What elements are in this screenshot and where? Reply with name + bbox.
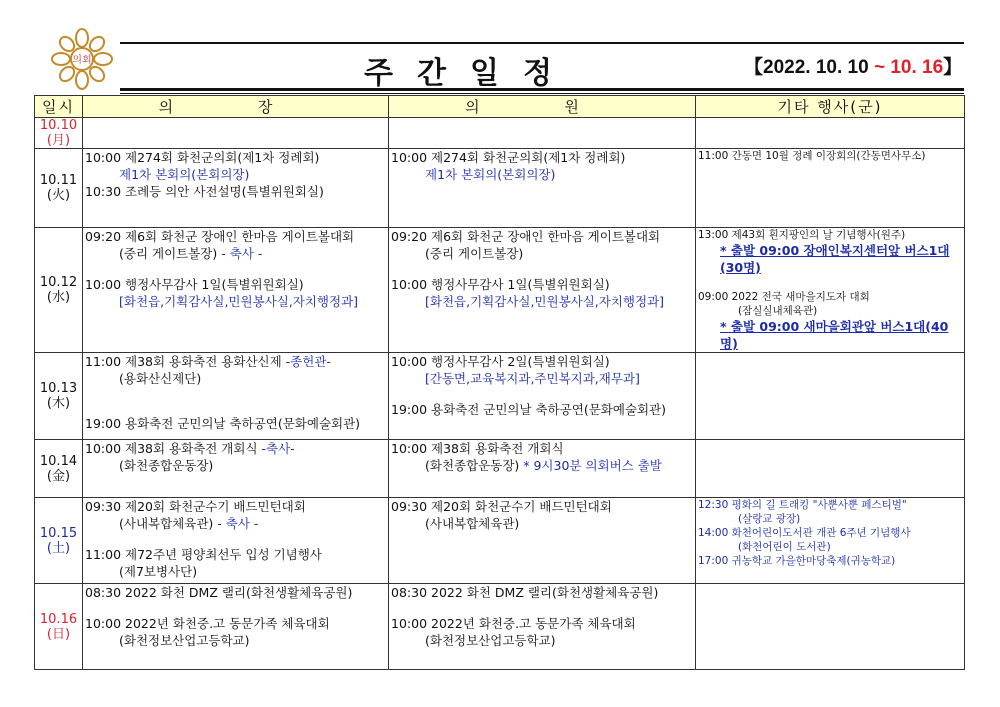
other-schedule-cell: [696, 498, 965, 584]
event-line: [696, 540, 964, 554]
event-text: 10:00 제38회 용화축전 개회식: [85, 441, 258, 456]
event-line: [83, 584, 388, 601]
event-text: 11:00 간동면 10월 정례 이장회의(간동면사무소): [698, 150, 926, 162]
members-schedule-cell: [389, 228, 696, 353]
event-line: [83, 149, 388, 166]
event-note: - 축사 -: [213, 516, 259, 531]
event-line: [696, 512, 964, 526]
event-text: (화천정보산업고등학교): [425, 633, 556, 648]
event-line: [389, 166, 695, 183]
event-line: [389, 457, 695, 474]
event-note: -축사-: [257, 441, 295, 456]
event-line: [83, 615, 388, 632]
event-text: [간동면,교육복지과,주민복지과,재무과]: [425, 371, 640, 386]
event-text: 10:00 2022년 화천중.고 동문가족 체육대회: [85, 616, 330, 631]
event-line: [696, 318, 964, 352]
date-label: 10.13: [39, 381, 78, 396]
chair-schedule-cell: [83, 498, 389, 584]
weekday-label: (火): [46, 188, 71, 203]
date-cell: [35, 353, 83, 440]
spacer: [696, 276, 964, 290]
event-line: [389, 228, 695, 245]
weekday-label: (水): [46, 290, 71, 305]
date-label: 10.12: [39, 275, 78, 290]
event-text: (화천정보산업고등학교): [119, 633, 250, 648]
event-text: 10:00 제274회 화천군의회(제1차 정례회): [391, 150, 626, 165]
event-line: [696, 228, 964, 242]
event-text: [화천읍,기획감사실,민원봉사실,자치행정과]: [119, 294, 359, 309]
table-row: [35, 584, 965, 670]
event-line: [389, 149, 695, 166]
event-text: 10:00 제38회 용화축전 개회식: [391, 441, 564, 456]
event-text: (잠실실내체육관): [738, 305, 818, 317]
other-schedule-cell: [696, 149, 965, 228]
event-text: * 출발 09:00 새마을회관앞 버스1대(40명): [720, 319, 949, 351]
event-text: (용화산신제단): [119, 371, 202, 386]
column-header-members: 의 원: [389, 96, 696, 118]
date-range-tilde: ~: [873, 57, 886, 78]
table-row: [35, 440, 965, 498]
date-label: 10.10: [39, 118, 78, 133]
date-cell: [35, 498, 83, 584]
event-text: 09:30 제20회 화천군수기 배드민턴대회: [85, 499, 306, 514]
event-note: - 축사 -: [217, 246, 263, 261]
event-line: [389, 615, 695, 632]
event-line: [389, 632, 695, 649]
date-label: 10.15: [39, 525, 78, 541]
event-text: (살랑교 광장): [738, 513, 801, 525]
event-text: 11:00 제72주년 평양최선두 입성 기념행사: [85, 547, 322, 562]
event-note: * 9시30분 의회버스 출발: [519, 458, 662, 473]
other-schedule-cell: [696, 440, 965, 498]
event-text: 제1차 본회의(본회의장): [119, 167, 250, 182]
event-text: 10:00 행정사무감사 1일(특별위원회실): [391, 277, 610, 292]
event-text: 12:30 평화의 길 트래킹 "사뿐사뿐 페스티벌": [698, 499, 907, 511]
weekly-schedule-table: [34, 95, 965, 670]
weekday-label: (金): [46, 468, 71, 484]
spacer: [83, 532, 388, 546]
event-text: 11:00 제38회 용화축전 용화산신제: [85, 354, 282, 369]
date-range: [744, 52, 962, 79]
event-text: 10:00 제274회 화천군의회(제1차 정례회): [85, 150, 320, 165]
event-line: [389, 276, 695, 293]
event-line: [83, 498, 388, 515]
event-text: 08:30 2022 화천 DMZ 랠리(화천생활체육공원): [391, 585, 659, 600]
weekday-label: (土): [46, 540, 71, 556]
spacer: [83, 401, 388, 415]
event-text: (사내복합체육관): [425, 516, 520, 531]
chair-schedule-cell: [83, 353, 389, 440]
event-text: 09:30 제20회 화천군수기 배드민턴대회: [391, 499, 612, 514]
event-text: * 출발 09:00 장애인복지센터앞 버스1대(30명): [720, 243, 950, 275]
date-cell: [35, 584, 83, 670]
header-rule-bottom-thin: [120, 93, 964, 94]
event-text: [화천읍,기획감사실,민원봉사실,자치행정과]: [425, 294, 665, 309]
column-header-chair: 의 장: [83, 96, 389, 118]
event-line: [389, 498, 695, 515]
event-line: [83, 632, 388, 649]
date-label: 10.14: [39, 453, 78, 469]
event-text: (화천종합운동장): [425, 458, 520, 473]
event-line: [389, 584, 695, 601]
event-text: 19:00 용화축전 군민의날 축하공연(문화예술회관): [85, 416, 361, 431]
spacer: [83, 387, 388, 401]
event-line: [83, 353, 388, 370]
event-text: 10:30 조례등 의안 사전설명(특별위원회실): [85, 184, 324, 199]
chair-schedule-cell: [83, 584, 389, 670]
event-text: (사내복합체육관): [119, 516, 214, 531]
table-header-row: [35, 96, 965, 118]
members-schedule-cell: [389, 353, 696, 440]
spacer: [389, 387, 695, 401]
weekday-label: (日): [46, 626, 71, 642]
date-cell: [35, 149, 83, 228]
event-line: [83, 276, 388, 293]
event-line: [83, 228, 388, 245]
members-schedule-cell: [389, 584, 696, 670]
chair-schedule-cell: [83, 228, 389, 353]
event-line: [696, 290, 964, 304]
event-text: 17:00 귀농학교 가을한마당축제(귀농학교): [698, 555, 896, 567]
column-header-other-events: 기타 행사(군): [696, 96, 965, 118]
event-line: [83, 166, 388, 183]
event-line: [83, 293, 388, 310]
event-line: [83, 563, 388, 580]
column-header-datetime: 일시: [35, 96, 83, 118]
event-text: 10:00 행정사무감사 1일(특별위원회실): [85, 277, 304, 292]
event-line: [389, 293, 695, 310]
event-line: [696, 242, 964, 276]
spacer: [389, 262, 695, 276]
event-line: [83, 183, 388, 200]
event-text: 08:30 2022 화천 DMZ 랠리(화천생활체육공원): [85, 585, 353, 600]
date-range-close: 】: [943, 57, 963, 78]
event-text: 09:20 제6회 화천군 장애인 한마음 게이트볼대회: [391, 229, 661, 244]
date-cell: [35, 440, 83, 498]
members-schedule-cell: [389, 498, 696, 584]
council-emblem-icon: [50, 28, 114, 90]
event-text: 19:00 용화축전 군민의날 축하공연(문화예술회관): [391, 402, 667, 417]
event-text: 14:00 화천어린이도서관 개관 6주년 기념행사: [698, 527, 911, 539]
date-cell: [35, 228, 83, 353]
date-range-end: 10. 16: [885, 57, 944, 78]
page-title: 주간일정: [364, 56, 576, 91]
event-line: [83, 415, 388, 432]
members-schedule-cell: [389, 149, 696, 228]
header-rule-top: [120, 42, 964, 44]
weekday-label: (木): [46, 396, 71, 411]
other-schedule-cell: [696, 584, 965, 670]
spacer: [389, 601, 695, 615]
event-line: [83, 440, 388, 457]
event-line: [389, 401, 695, 418]
event-line: [389, 515, 695, 532]
event-text: 09:20 제6회 화천군 장애인 한마음 게이트볼대회: [85, 229, 355, 244]
weekday-label: (月): [46, 133, 71, 148]
schedule-body: [35, 118, 965, 670]
event-line: [696, 554, 964, 568]
event-text: (중리 게이트볼장): [425, 246, 524, 261]
header-rule-bottom: [120, 88, 964, 91]
event-text: 10:00 행정사무감사 2일(특별위원회실): [391, 354, 610, 369]
members-schedule-cell: [389, 440, 696, 498]
event-line: [696, 498, 964, 512]
event-text: (화천어린이 도서관): [738, 541, 831, 553]
event-line: [389, 370, 695, 387]
table-row: [35, 353, 965, 440]
date-label: 10.11: [39, 173, 78, 188]
svg-text:의회: 의회: [72, 55, 92, 66]
event-line: [696, 149, 964, 163]
event-line: [389, 353, 695, 370]
event-line: [696, 304, 964, 318]
spacer: [83, 601, 388, 615]
page-header: [34, 26, 964, 94]
table-row: [35, 498, 965, 584]
event-text: 10:00 2022년 화천중.고 동문가족 체육대회: [391, 616, 636, 631]
event-text: 09:00 2022 전국 새마을지도자 대회: [698, 291, 870, 303]
members-schedule-cell: [389, 118, 696, 149]
event-text: (제7보병사단): [119, 564, 198, 579]
event-line: [83, 245, 388, 262]
date-label: 10.16: [39, 611, 78, 627]
table-row: [35, 149, 965, 228]
other-schedule-cell: [696, 118, 965, 149]
event-text: (중리 게이트볼장): [119, 246, 218, 261]
other-schedule-cell: [696, 353, 965, 440]
table-row: [35, 118, 965, 149]
date-cell: [35, 118, 83, 149]
chair-schedule-cell: [83, 118, 389, 149]
spacer: [83, 262, 388, 276]
chair-schedule-cell: [83, 440, 389, 498]
event-text: 제1차 본회의(본회의장): [425, 167, 556, 182]
chair-schedule-cell: [83, 149, 389, 228]
table-row: [35, 228, 965, 353]
date-range-open: 【2022. 10. 10: [744, 57, 874, 78]
event-line: [83, 546, 388, 563]
event-line: [389, 245, 695, 262]
event-line: [389, 440, 695, 457]
event-line: [83, 370, 388, 387]
other-schedule-cell: [696, 228, 965, 353]
event-line: [83, 457, 388, 474]
event-line: [83, 515, 388, 532]
event-text: 13:00 제43회 흰지팡인의 날 기념행사(원주): [698, 229, 906, 241]
event-line: [696, 526, 964, 540]
event-note: -종헌관-: [281, 354, 331, 369]
event-text: (화천종합운동장): [119, 458, 214, 473]
